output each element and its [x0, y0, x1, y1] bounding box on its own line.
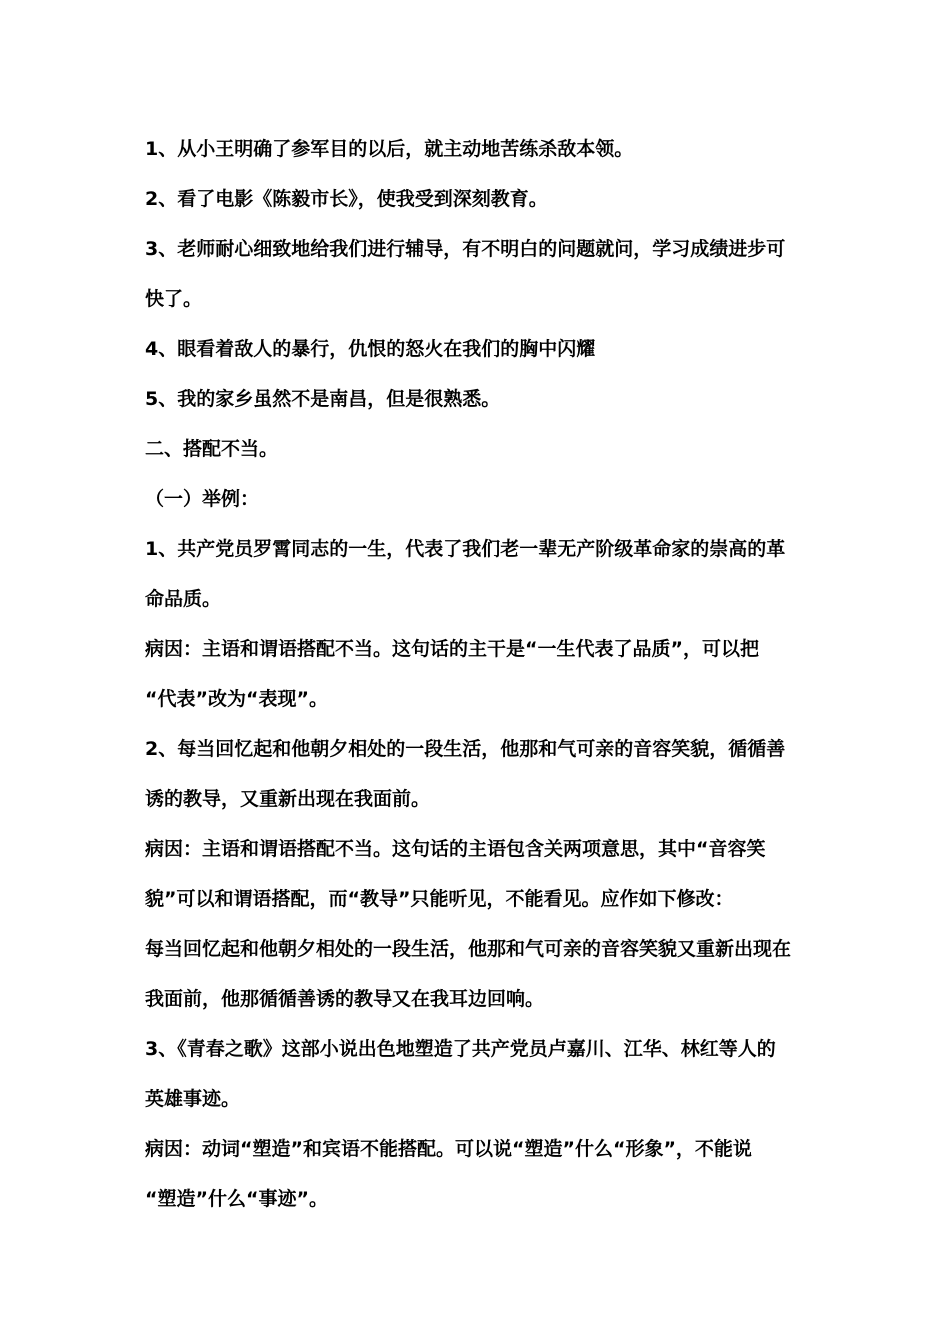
text-line: 病因：主语和谓语搭配不当。这句话的主语包含关两项意思，其中“音容笑	[145, 838, 766, 860]
text-line: 英雄事迹。	[145, 1088, 241, 1110]
text-line: 3、老师耐心细致地给我们进行辅导，有不明白的问题就问，学习成绩进步可	[145, 238, 786, 260]
text-line: 1、从小王明确了参军目的以后，就主动地苦练杀敌本领。	[145, 138, 634, 160]
section-heading: 二、搭配不当。	[145, 438, 279, 460]
text-line: 3、《青春之歌》这部小说出色地塑造了共产党员卢嘉川、江华、林红等人的	[145, 1038, 776, 1060]
text-line: 2、看了电影《陈毅市长》，使我受到深刻教育。	[145, 188, 548, 210]
text-line: 貌”可以和谓语搭配，而“教导”只能听见，不能看见。应作如下修改：	[145, 888, 734, 910]
text-line: “代表”改为“表现”。	[145, 688, 328, 710]
text-line: 我面前，他那循循善诱的教导又在我耳边回响。	[145, 988, 545, 1010]
text-line: 诱的教导，又重新出现在我面前。	[145, 788, 431, 810]
text-line: 1、共产党员罗霄同志的一生，代表了我们老一辈无产阶级革命家的崇高的革	[145, 538, 786, 560]
text-line: 命品质。	[145, 588, 222, 610]
subsection-heading: （一）举例：	[145, 488, 260, 510]
text-line: 5、我的家乡虽然不是南昌，但是很熟悉。	[145, 388, 501, 410]
text-line: 每当回忆起和他朝夕相处的一段生活，他那和气可亲的音容笑貌又重新出现在	[145, 938, 792, 960]
text-line: 病因：动词“塑造”和宾语不能搭配。可以说“塑造”什么“形象”，不能说	[145, 1138, 752, 1160]
text-line: 快了。	[145, 288, 203, 310]
text-line: 2、每当回忆起和他朝夕相处的一段生活，他那和气可亲的音容笑貌，循循善	[145, 738, 786, 760]
document-body	[145, 124, 805, 1224]
text-line: 病因：主语和谓语搭配不当。这句话的主干是“一生代表了品质”，可以把	[145, 638, 759, 660]
text-line: “塑造”什么“事迹”。	[145, 1188, 328, 1210]
text-line: 4、眼看着敌人的暴行，仇恨的怒火在我们的胸中闪耀	[145, 338, 596, 360]
